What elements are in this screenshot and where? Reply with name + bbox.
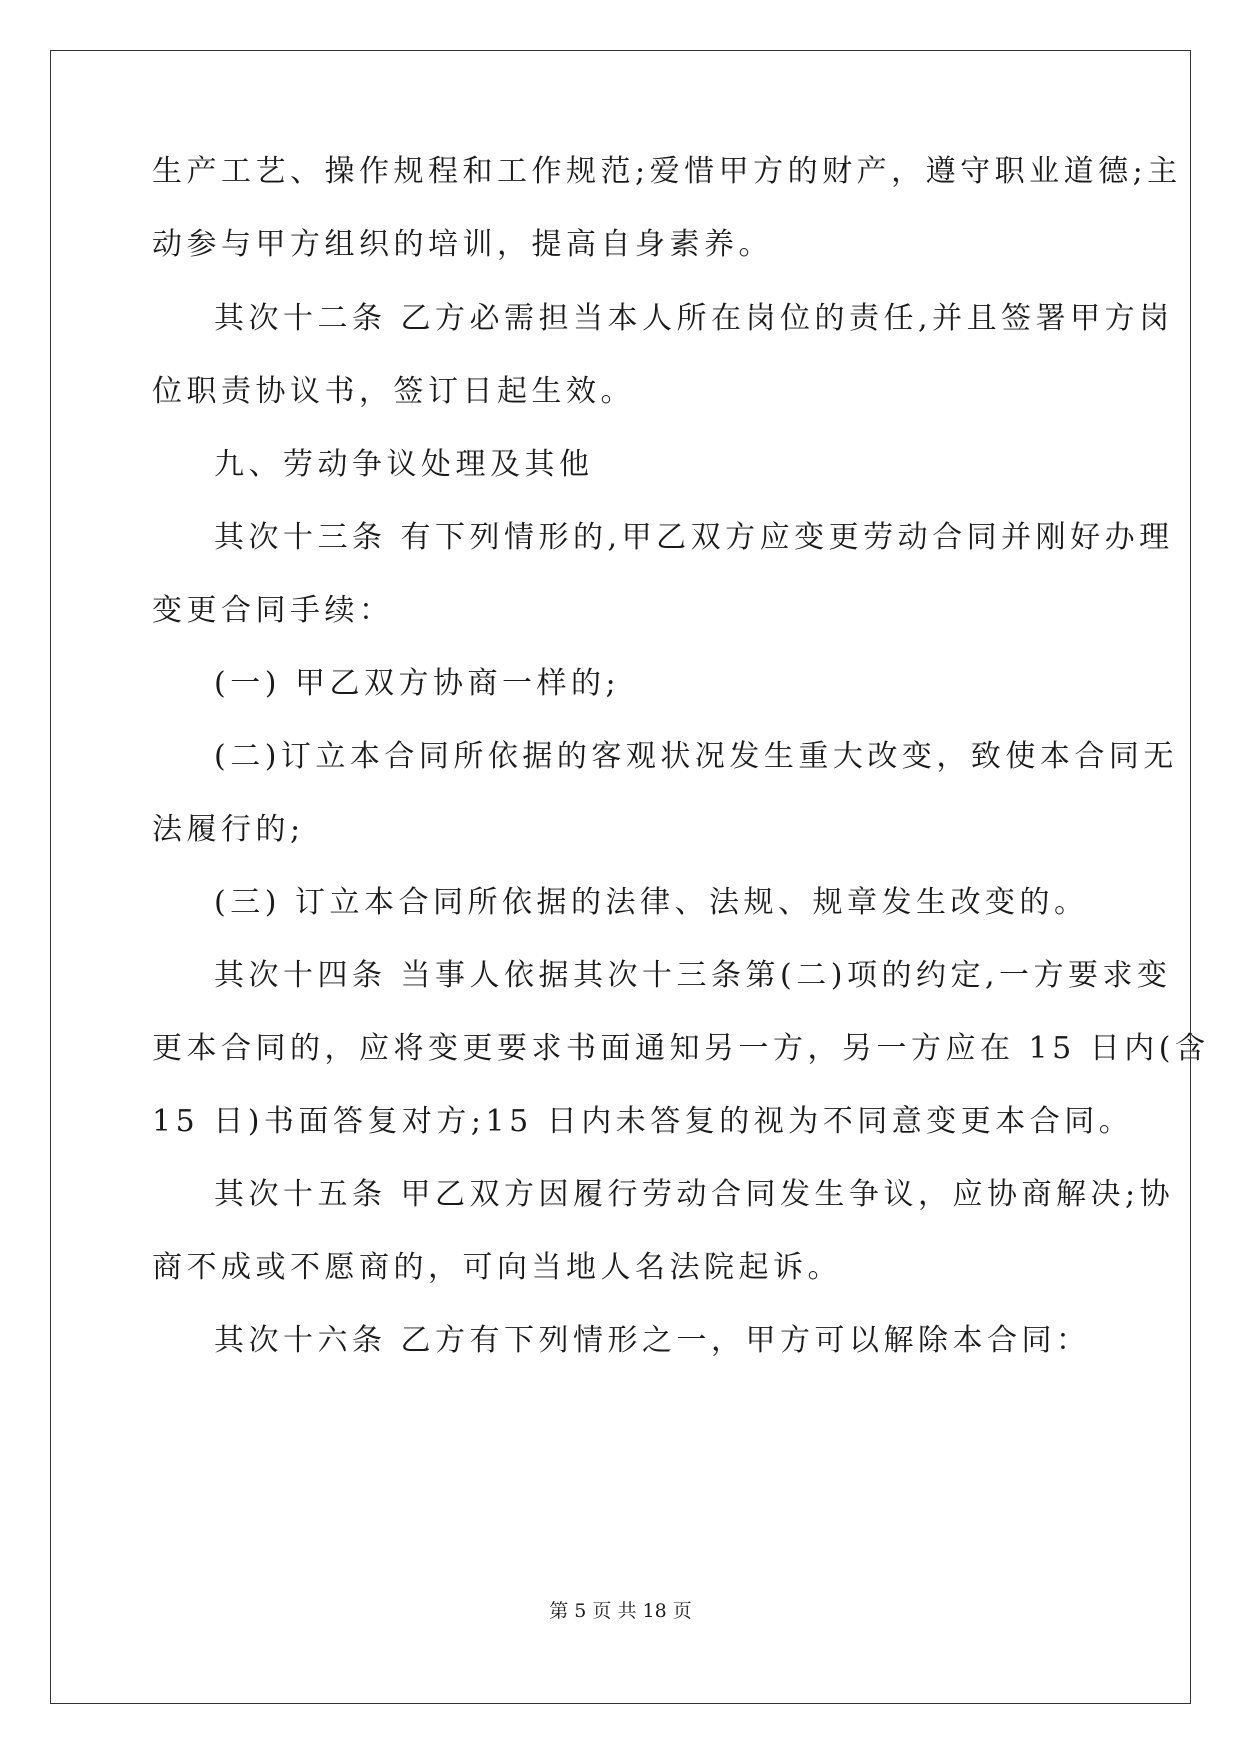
paragraph-line: 变更合同手续： (152, 593, 394, 628)
paragraph-line: 位职责协议书，签订日起生效。 (152, 374, 635, 409)
paragraph-line: 其次十五条 甲乙双方因履行劳动合同发生争议，应协商解决;协 (214, 1177, 1175, 1212)
page-number: 第 5 页 共 18 页 (549, 1600, 692, 1622)
paragraph-line: 动参与甲方组织的培训，提高自身素养。 (152, 227, 773, 262)
paragraph-line: 法履行的; (152, 812, 305, 847)
paragraph-line: 其次十四条 当事人依据其次十三条第(二)项的约定,一方要求变 (214, 958, 1172, 993)
paragraph-line: 其次十三条 有下列情形的,甲乙双方应变更劳动合同并刚好办理 (214, 520, 1174, 555)
section-heading: 九、劳动争议处理及其他 (214, 447, 594, 482)
paragraph-line: 其次十二条 乙方必需担当本人所在岗位的责任,并且签署甲方岗 (214, 301, 1174, 336)
paragraph-line: 更本合同的，应将变更要求书面通知另一方，另一方应在 15 日内(含 (152, 1031, 1210, 1066)
paragraph-line: (三) 订立本合同所依据的法律、法规、规章发生改变的。 (214, 885, 1089, 920)
paragraph-line: (一) 甲乙双方协商一样的; (214, 666, 621, 701)
paragraph-line: (二)订立本合同所依据的客观状况发生重大改变，致使本合同无 (214, 739, 1178, 774)
paragraph-line: 15 日)书面答复对方;15 日内未答复的视为不同意变更本合同。 (152, 1104, 1134, 1139)
paragraph-line: 生产工艺、操作规程和工作规范;爱惜甲方的财产，遵守职业道德;主 (152, 154, 1182, 189)
paragraph-line: 商不成或不愿商的，可向当地人名法院起诉。 (152, 1250, 842, 1285)
paragraph-line: 其次十六条 乙方有下列情形之一，甲方可以解除本合同： (214, 1323, 1091, 1358)
